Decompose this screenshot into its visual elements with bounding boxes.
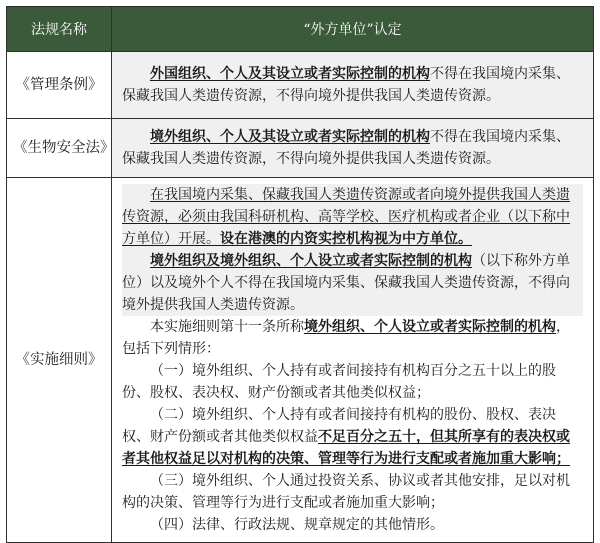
table-row <box>7 52 594 119</box>
table-row <box>7 119 594 178</box>
law-text <box>112 119 594 178</box>
emphasis-text: 境外组织及境外组织、个人设立或者实际控制的机构 <box>150 253 472 269</box>
clause-item: （四）法律、行政法规、规章规定的其他情形。 <box>150 517 444 533</box>
law-name: 《生物安全法》 <box>7 119 112 178</box>
header-foreign-unit: “外方单位”认定 <box>112 7 594 52</box>
body-text: 不得在我国境内采集、保藏我国人类遗传资源，不得向境外提供我国人类遗传资源。 <box>122 66 570 104</box>
table-header-row <box>7 7 594 52</box>
emphasis-text: 不足百分之五十，但其所享有的表决权或者其他权益足以对机构的决策、管理等行为进行支配或者施加重大影响； <box>122 429 570 467</box>
body-text: （以下称外方单位）以及境外个人不得在我国境内采集、保藏我国人类遗传资源，不得向境外提供我国人类遗传资源。 <box>122 253 570 313</box>
header-law-name: 法规名称 <box>7 7 112 52</box>
law-name: 《管理条例》 <box>7 52 112 119</box>
table-row <box>7 178 594 543</box>
emphasis-text: 设在港澳的内资实控机构视为中方单位。 <box>220 231 472 247</box>
law-text <box>112 52 594 119</box>
underlined-text: 在我国境内采集、保藏我国人类遗传资源或者向境外提供我国人类遗传资源，必须由我国科研机构、高等学校、医疗机构或者企业（以下称中方单位）开展。 <box>122 187 570 247</box>
body-text: （二）境外组织、个人持有或者间接持有机构的股份、股权、表决权、财产份额或者其他类似权益 <box>122 407 556 445</box>
clause-item: （三）境外组织、个人通过投资关系、协议或者其他安排，足以对机构的决策、管理等行为进行支配或者施加重大影响； <box>122 473 570 511</box>
law-name: 《实施细则》 <box>7 178 112 543</box>
regulation-table <box>6 6 594 543</box>
emphasis-text: 境外组织、个人及其设立或者实际控制的机构 <box>150 129 430 145</box>
body-text: ，包括下列情形： <box>122 319 570 357</box>
body-text: 不得在我国境内采集、保藏我国人类遗传资源，不得向境外提供我国人类遗传资源。 <box>122 129 570 167</box>
body-text: 本实施细则第十一条所称 <box>150 319 304 335</box>
clause-item: （一）境外组织、个人持有或者间接持有机构百分之五十以上的股份、股权、表决权、财产份额或者其他类似权益； <box>122 363 556 401</box>
emphasis-text: 外国组织、个人及其设立或者实际控制的机构 <box>150 66 430 82</box>
law-text <box>112 178 594 543</box>
emphasis-text: 境外组织、个人设立或者实际控制的机构 <box>304 319 556 335</box>
